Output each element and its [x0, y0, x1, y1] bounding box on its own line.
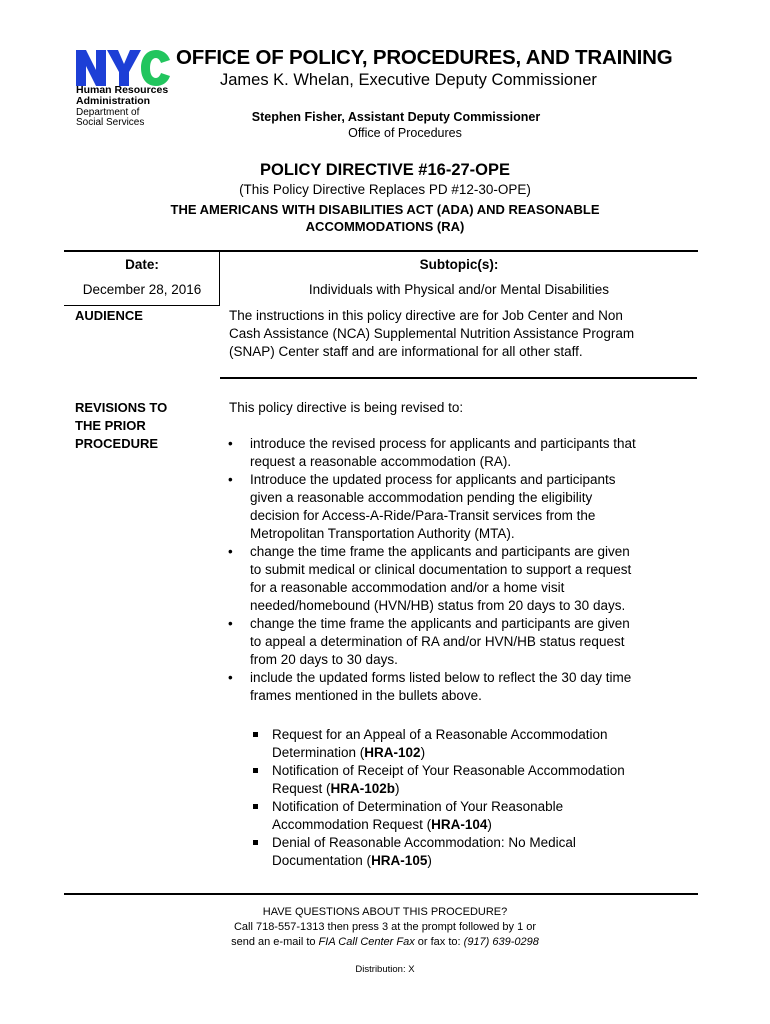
revision-bullet — [228, 543, 698, 615]
form-item — [250, 762, 690, 798]
distribution: Distribution: X — [355, 964, 415, 975]
audience-text — [229, 307, 699, 361]
revision-bullet-line: Metropolitan Transportation Authority (MTA). — [250, 526, 515, 541]
form-list — [250, 726, 690, 870]
form-title-line-2 — [272, 816, 690, 834]
audience-label: AUDIENCE — [75, 308, 143, 323]
footer-questions: HAVE QUESTIONS ABOUT THIS PROCEDURE? — [262, 906, 508, 918]
revisions-label-line: THE PRIOR — [75, 418, 146, 433]
form-item — [250, 726, 690, 762]
form-title-close: ) — [487, 817, 492, 832]
form-title-line: Notification of Determination of Your Reasonable — [272, 799, 564, 814]
form-code: HRA-105 — [371, 853, 428, 868]
revision-bullet — [228, 669, 698, 705]
form-item — [250, 834, 690, 870]
square-bullet-icon — [253, 768, 258, 773]
revisions-intro: This policy directive is being revised to: — [229, 400, 464, 415]
subtopic-value: Individuals with Physical and/or Mental Disabilities — [308, 282, 610, 297]
revision-bullet-line: Introduce the updated process for applicants and participants — [250, 472, 616, 487]
revision-bullet — [228, 471, 698, 543]
form-title-tail: Accommodation Request ( — [272, 817, 432, 832]
form-title-tail: Documentation ( — [272, 853, 372, 868]
form-code: HRA-104 — [431, 817, 488, 832]
audience-line: (SNAP) Center staff and are informational for all other staff. — [229, 344, 583, 359]
logo-line-2: Administration — [76, 95, 151, 107]
audience-line: The instructions in this policy directive are for Job Center and Non — [229, 308, 623, 323]
footer-email-pre: send an e-mail to — [231, 936, 319, 948]
form-title-line: Denial of Reasonable Accommodation: No Medical — [272, 835, 576, 850]
subject-line-2: ACCOMMODATIONS (RA) — [305, 219, 465, 234]
form-title-line-2 — [272, 852, 690, 870]
date-cell-bottom-rule — [64, 305, 220, 306]
form-item — [250, 798, 690, 834]
revision-bullet-line: given a reasonable accommodation pending the eligibility — [250, 490, 593, 505]
assistant-commissioner: Stephen Fisher, Assistant Deputy Commissioner — [251, 110, 541, 124]
replaces-note: (This Policy Directive Replaces PD #12-30-OPE) — [239, 182, 531, 197]
revision-bullet — [228, 435, 698, 471]
logo-line-4: Social Services — [76, 117, 145, 128]
subtopic-header: Subtopic(s): — [419, 257, 499, 272]
revision-bullet — [228, 615, 698, 669]
form-code: HRA-102 — [364, 745, 421, 760]
footer-call: Call 718-557-1313 then press 3 at the prompt followed by 1 or — [233, 921, 537, 933]
form-title-line: Request for an Appeal of a Reasonable Accommodation — [272, 727, 608, 742]
form-title-line-2 — [272, 780, 690, 798]
revision-bullet-line: include the updated forms listed below to reflect the 30 day time — [250, 670, 632, 685]
revision-bullet-line: from 20 days to 30 days. — [250, 652, 398, 667]
office-of-procedures: Office of Procedures — [348, 126, 462, 140]
revision-bullet-line: frames mentioned in the bullets above. — [250, 688, 482, 703]
revision-bullet-line: to submit medical or clinical documentation to support a request — [250, 562, 632, 577]
nyc-wordmark-icon — [76, 48, 176, 88]
table-top-rule — [64, 250, 698, 252]
footer-rule — [64, 893, 698, 895]
bullet-dot-icon: • — [228, 472, 233, 487]
form-title-line-2 — [272, 744, 690, 762]
fia-call-center-fax-link[interactable]: FIA Call Center Fax — [318, 936, 415, 948]
revision-bullet-line: request a reasonable accommodation (RA). — [250, 454, 512, 469]
form-code: HRA-102b — [330, 781, 396, 796]
revision-bullet-line: needed/homebound (HVN/HB) status from 20 days to 30 days. — [250, 598, 626, 613]
revisions-label — [75, 399, 167, 453]
fax-number: (917) 639-0298 — [463, 936, 539, 948]
form-title-close: ) — [420, 745, 426, 760]
revisions-label-line: PROCEDURE — [75, 436, 159, 451]
revision-bullet-line: to appeal a determination of RA and/or HVN/HB status request — [250, 634, 625, 649]
revision-bullet-line: for a reasonable accommodation and/or a home visit — [250, 580, 565, 595]
footer-contact — [0, 936, 770, 948]
bullet-dot-icon: • — [228, 670, 233, 685]
bullet-dot-icon: • — [228, 616, 233, 631]
form-title-tail: Request ( — [272, 781, 331, 796]
subject-line-1: THE AMERICANS WITH DISABILITIES ACT (ADA) AND REASONABLE — [170, 202, 600, 217]
logo-line-1: Human Resources — [76, 84, 169, 96]
square-bullet-icon — [253, 840, 258, 845]
date-header: Date: — [125, 257, 159, 272]
revision-bullet-line: change the time frame the applicants and participants are given — [250, 616, 630, 631]
bullet-dot-icon: • — [228, 436, 233, 451]
audience-bottom-rule — [220, 377, 697, 379]
revision-bullet-line: change the time frame the applicants and participants are given — [250, 544, 630, 559]
office-title: OFFICE OF POLICY, PROCEDURES, AND TRAINING — [176, 46, 673, 69]
form-title-tail: Determination ( — [272, 745, 365, 760]
revision-bullet-line: introduce the revised process for applicants and participants that — [250, 436, 636, 451]
form-title-close: ) — [395, 781, 400, 796]
revisions-label-line: REVISIONS TO — [75, 400, 168, 415]
square-bullet-icon — [253, 804, 258, 809]
footer-email-mid: or fax to: — [414, 936, 464, 948]
logo-line-3: Department of — [76, 107, 140, 118]
revision-bullet-line: decision for Access-A-Ride/Para-Transit services from the — [250, 508, 596, 523]
form-title-close: ) — [427, 853, 432, 868]
bullet-dot-icon: • — [228, 544, 233, 559]
audience-line: Cash Assistance (NCA) Supplemental Nutrition Assistance Program — [229, 326, 635, 341]
square-bullet-icon — [253, 732, 258, 737]
form-title-line: Notification of Receipt of Your Reasonable Accommodation — [272, 763, 625, 778]
policy-directive-title: POLICY DIRECTIVE #16-27-OPE — [259, 161, 511, 179]
executive-commissioner: James K. Whelan, Executive Deputy Commissioner — [220, 71, 597, 89]
revision-bullets — [228, 435, 698, 705]
date-value: December 28, 2016 — [82, 282, 202, 297]
